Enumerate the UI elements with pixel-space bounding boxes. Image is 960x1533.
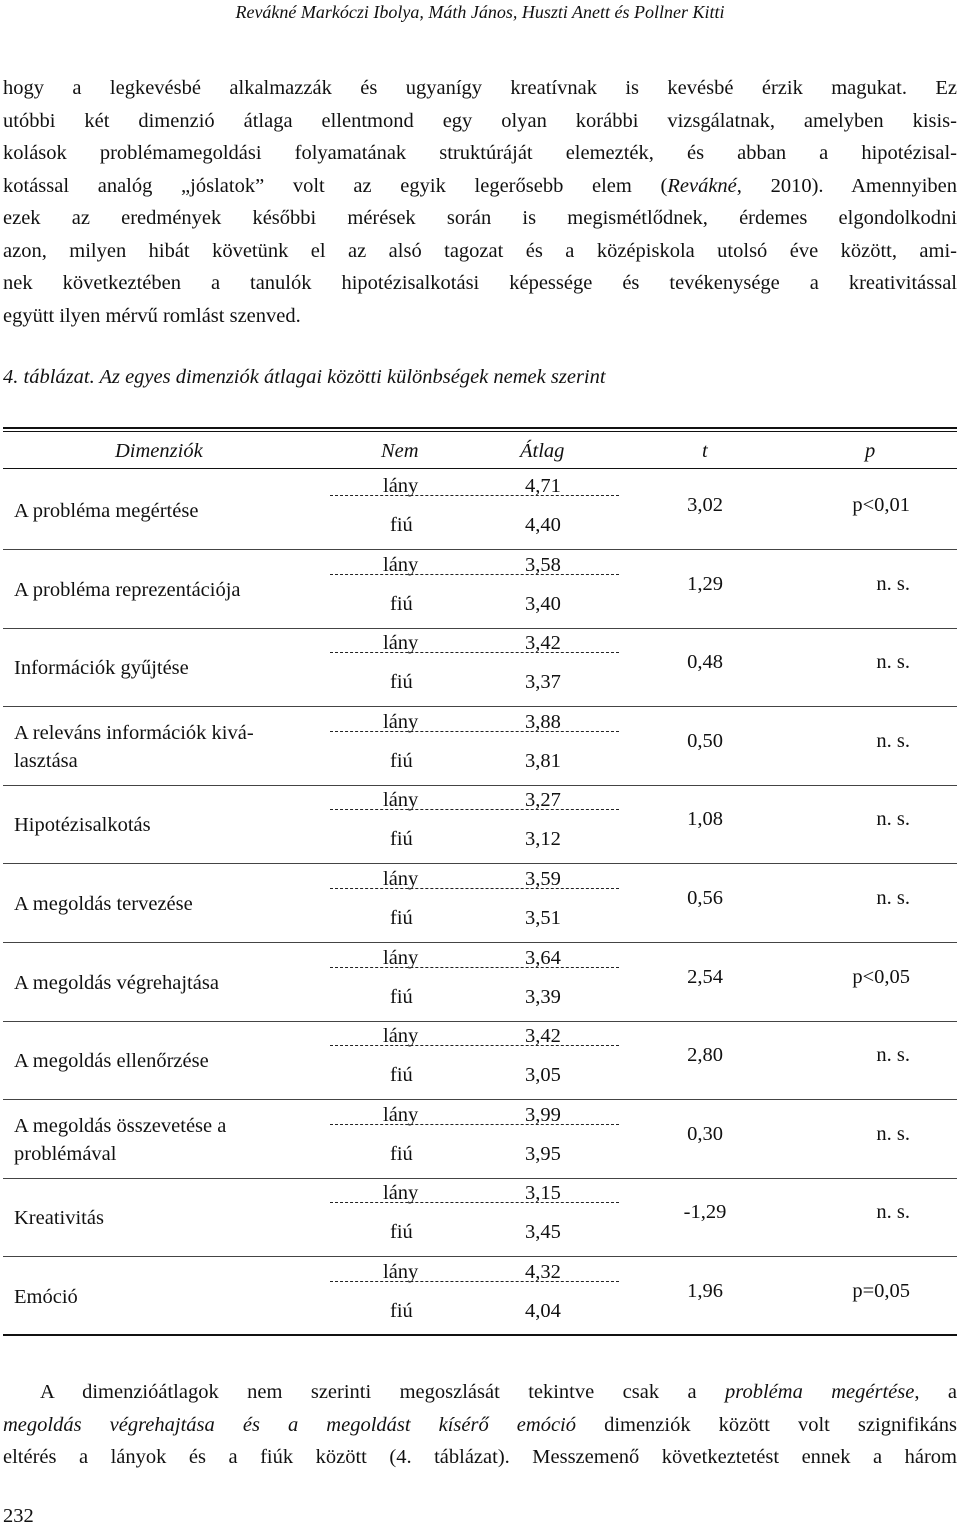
emphasis-text: megoldás végrehajtása és a megoldást kísérő emóció (3, 1413, 576, 1436)
paragraph-line (3, 1409, 957, 1442)
running-header: Revákné Markóczi Ibolya, Máth János, Huszti Anett és Pollner Kitti (235, 2, 725, 22)
t-value: -1,29 (683, 1201, 727, 1224)
table-row (0, 708, 960, 786)
page-number: 232 (3, 1505, 34, 1527)
dimension-cell: Kreativitás (14, 1207, 104, 1230)
mean-girl: 3,42 (525, 1025, 561, 1048)
paragraph-line: azon, milyen hibát követünk el az alsó tagozat és a középiskola utolsó éve között, ami- (3, 239, 957, 262)
table-row (0, 786, 960, 864)
mean-girl: 4,71 (525, 475, 561, 497)
p-value: n. s. (876, 572, 910, 595)
dashed-divider (330, 809, 619, 810)
table-row (0, 472, 960, 550)
p-value: n. s. (876, 651, 910, 674)
table-row (0, 551, 960, 629)
dimension-cell: A megoldás tervezése (14, 893, 193, 915)
table-caption: 4. táblázat. Az egyes dimenziók átlagai közötti különbségek nemek szerint (3, 366, 606, 388)
table-top-rule (3, 427, 957, 429)
sex-label-boy: fiú (390, 514, 413, 536)
mean-boy: 4,40 (525, 514, 561, 536)
sex-label-boy: fiú (390, 671, 413, 694)
sex-label-girl: lány (383, 868, 419, 890)
mean-girl: 3,99 (525, 1103, 561, 1126)
paragraph-line: hogy a legkevésbé alkalmazzák és ugyanígy kreatívnak is kevésbé érzik magukat. Ez (3, 77, 957, 99)
dashed-divider (330, 652, 619, 653)
mean-girl: 3,27 (525, 789, 561, 812)
header-dimension: Dimenziók (115, 440, 203, 462)
dimension-cell: Információk gyűjtése (14, 657, 189, 680)
p-value: n. s. (876, 808, 910, 831)
dimension-cell: A megoldás ellenőrzése (14, 1050, 209, 1073)
row-separator (3, 1334, 957, 1336)
p-value: n. s. (876, 1201, 910, 1224)
t-value: 3,02 (687, 494, 723, 516)
p-value: n. s. (876, 729, 910, 752)
body-paragraph-1 (3, 72, 957, 332)
mean-boy: 4,04 (525, 1300, 561, 1322)
t-value: 2,54 (687, 965, 723, 988)
paragraph-line: eltérés a lányok és a fiúk között (4. táblázat). Messzemenő következtetést ennek a három (3, 1446, 957, 1468)
mean-girl: 3,59 (525, 868, 561, 890)
table-row (0, 1022, 960, 1100)
header-p: p (865, 440, 876, 462)
dashed-divider (330, 967, 619, 968)
sex-label-boy: fiú (390, 1142, 413, 1165)
paragraph-line: ezek az eredmények későbbi mérések során is megismétlődnek, érdemes elgondolkodni (3, 207, 957, 229)
mean-boy: 3,95 (525, 1142, 561, 1165)
t-value: 0,30 (687, 1122, 723, 1145)
p-value: n. s. (876, 1044, 910, 1067)
mean-girl: 4,32 (525, 1261, 561, 1283)
t-value: 0,48 (687, 651, 723, 674)
dashed-divider (330, 495, 619, 496)
dashed-divider (330, 574, 619, 575)
table-header-rule (3, 468, 957, 469)
citation-author: Revákné (667, 174, 737, 197)
mean-boy: 3,45 (525, 1221, 561, 1244)
sex-label-boy: fiú (390, 828, 413, 851)
t-value: 0,50 (687, 729, 723, 752)
body-paragraph-2 (3, 1376, 957, 1474)
t-value: 0,56 (687, 887, 723, 909)
header-mean: Átlag (520, 440, 565, 462)
p-value: n. s. (876, 1122, 910, 1145)
sex-label-girl: lány (383, 1025, 419, 1048)
sex-label-boy: fiú (390, 1300, 413, 1322)
p-value: p=0,05 (852, 1280, 910, 1302)
dimension-cell: A releváns információk kivá-lasztása (14, 721, 254, 772)
sex-label-girl: lány (383, 710, 419, 733)
table-row (0, 865, 960, 943)
table-header-row (0, 436, 960, 466)
sex-label-girl: lány (383, 1103, 419, 1126)
sex-label-girl: lány (383, 1261, 419, 1283)
sex-label-boy: fiú (390, 1064, 413, 1087)
sex-label-boy: fiú (390, 985, 413, 1008)
table-row (0, 1101, 960, 1179)
header-t: t (702, 440, 708, 462)
t-value: 1,96 (687, 1280, 723, 1302)
table-row (0, 629, 960, 707)
table-row (0, 1179, 960, 1257)
mean-girl: 3,88 (525, 710, 561, 733)
dashed-divider (330, 731, 619, 732)
table-row (0, 1258, 960, 1336)
dimension-cell: A megoldás összevetése a problémával (14, 1114, 227, 1165)
paragraph-line (3, 1376, 957, 1409)
sex-label-boy: fiú (390, 1221, 413, 1244)
emphasis-text: probléma megértése (725, 1381, 915, 1403)
sex-label-boy: fiú (390, 592, 413, 615)
sex-label-girl: lány (383, 632, 419, 655)
paragraph-text: kotással analóg „jóslatok” volt az egyik legerősebb elem ( (3, 174, 668, 197)
sex-label-girl: lány (383, 553, 419, 576)
dimension-cell: Emóció (14, 1286, 78, 1308)
sex-label-girl: lány (383, 1182, 419, 1205)
dashed-divider (330, 1202, 619, 1203)
dashed-divider (330, 1124, 619, 1125)
dimension-cell: A megoldás végrehajtása (14, 971, 219, 994)
dashed-divider (330, 1281, 619, 1282)
sex-label-girl: lány (383, 789, 419, 812)
dashed-divider (330, 1045, 619, 1046)
header-sex: Nem (381, 440, 419, 462)
dimension-cell: A probléma reprezentációja (14, 578, 241, 601)
mean-boy: 3,12 (525, 828, 561, 851)
mean-boy: 3,81 (525, 749, 561, 772)
sex-label-girl: lány (383, 946, 419, 969)
t-value: 2,80 (687, 1044, 723, 1067)
paragraph-line: utóbbi két dimenzió átlaga ellentmond egy olyan korábbi vizsgálatnak, amelyben kisis- (3, 109, 957, 132)
p-value: n. s. (876, 887, 910, 909)
paragraph-line: együtt ilyen mérvű romlást szenved. (3, 304, 301, 327)
paragraph-text: A dimenzióátlagok nem szerinti megoszlását tekintve csak a (40, 1381, 726, 1403)
sex-label-boy: fiú (390, 749, 413, 772)
paragraph-line: kolások problémamegoldási folyamatának struktúráját elemezték, és abban a hipotézisal- (3, 142, 957, 164)
mean-girl: 3,64 (525, 946, 561, 969)
mean-girl: 3,58 (525, 553, 561, 576)
paragraph-line: nek következtében a tanulók hipotézisalkotási képessége és tevékenysége a kreativitással (3, 272, 957, 294)
table-top-rule-thin (3, 431, 957, 432)
mean-boy: 3,37 (525, 671, 561, 694)
p-value: p<0,05 (852, 965, 910, 988)
paragraph-line-with-citation (3, 170, 957, 203)
t-value: 1,29 (687, 572, 723, 595)
dimension-cell: Hipotézisalkotás (14, 814, 151, 837)
mean-girl: 3,15 (525, 1182, 561, 1205)
paragraph-text: dimenziók között volt szignifikáns (576, 1413, 957, 1436)
mean-boy: 3,05 (525, 1064, 561, 1087)
sex-label-girl: lány (383, 475, 419, 497)
paragraph-text: , a (914, 1381, 957, 1403)
table-row (0, 944, 960, 1022)
citation-rest: , 2010). Amennyiben (736, 174, 957, 197)
t-value: 1,08 (687, 808, 723, 831)
sex-label-boy: fiú (390, 907, 413, 929)
dashed-divider (330, 888, 619, 889)
mean-girl: 3,42 (525, 632, 561, 655)
mean-boy: 3,39 (525, 985, 561, 1008)
dimension-cell: A probléma megértése (14, 500, 199, 522)
p-value: p<0,01 (852, 494, 910, 516)
mean-boy: 3,40 (525, 592, 561, 615)
mean-boy: 3,51 (525, 907, 561, 929)
